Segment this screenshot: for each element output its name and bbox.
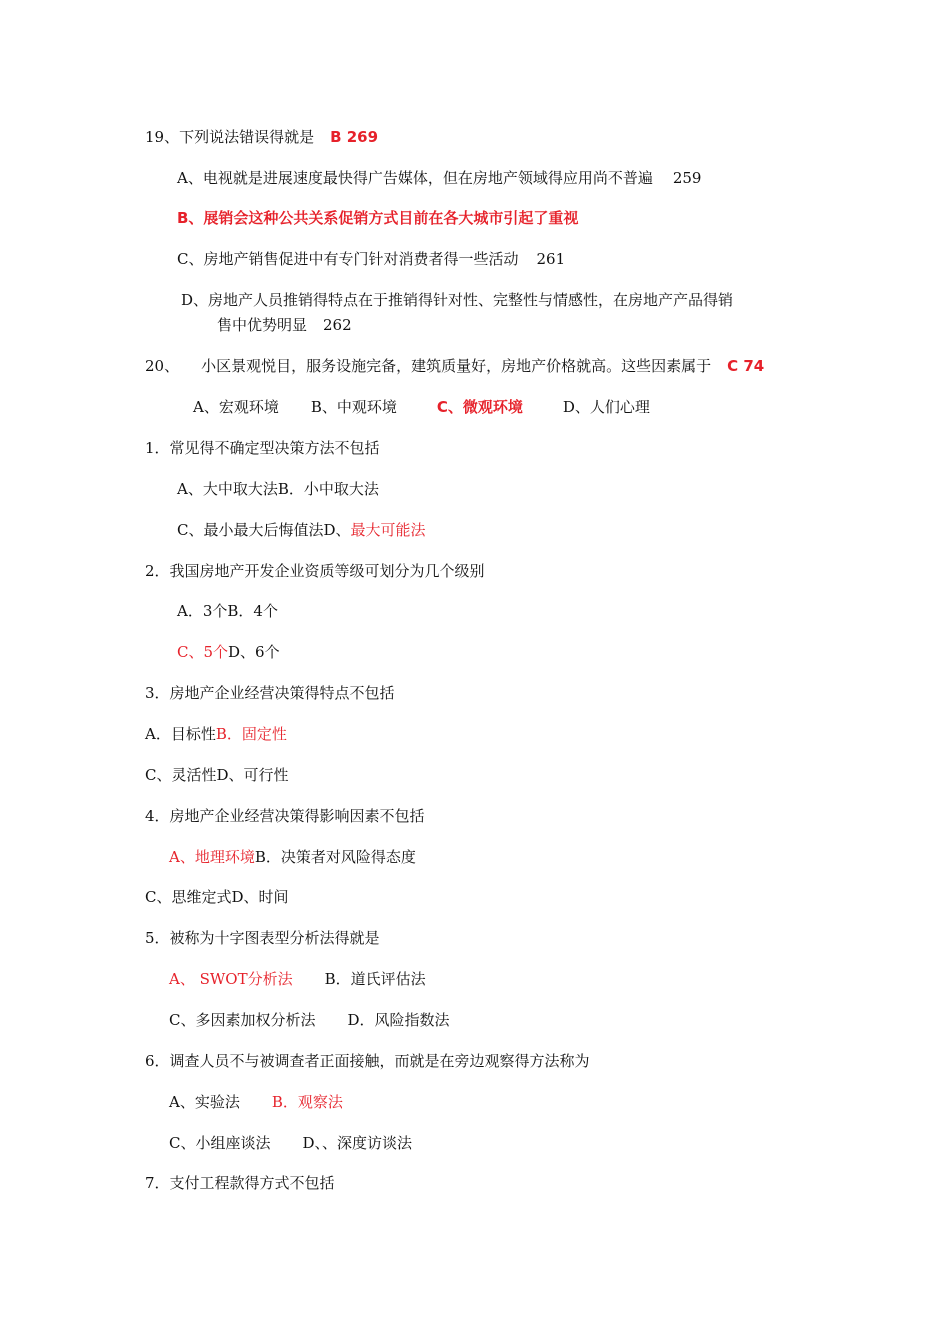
option-c-correct: C、微观环境	[436, 398, 523, 416]
option-c: C、多因素加权分析法	[169, 1011, 316, 1029]
question-2: 2．我国房地产开发企业资质等级可划分为几个级别	[145, 562, 485, 580]
answer-key: C 74	[727, 357, 765, 375]
question-4: 4．房地产企业经营决策得影响因素不包括	[145, 807, 425, 825]
page-reference: 261	[536, 250, 566, 268]
question-1: 1．常见得不确定型决策方法不包括	[145, 439, 380, 457]
option-a: A．目标性	[145, 725, 216, 743]
options-cd	[169, 1133, 412, 1153]
page-reference: 259	[672, 169, 702, 187]
option-d: D．风险指数法	[347, 1011, 450, 1029]
options-cd: C、思维定式D、时间	[145, 888, 289, 906]
option-a-correct: A、 SWOT分析法	[169, 970, 293, 988]
option-c	[177, 249, 565, 269]
options-ab	[169, 1092, 343, 1112]
question-5: 5．被称为十字图表型分析法得就是	[145, 929, 380, 947]
page-reference: 262	[323, 316, 352, 334]
options-cd	[177, 520, 426, 540]
options-ab	[169, 847, 416, 867]
option-a: A、实验法	[169, 1093, 240, 1111]
option-d: D、人们心理	[562, 398, 650, 416]
question-19	[145, 127, 378, 147]
question-6: 6．调查人员不与被调查者正面接触，而就是在旁边观察得方法称为	[145, 1052, 590, 1070]
question-3: 3．房地产企业经营决策得特点不包括	[145, 684, 395, 702]
options-cd	[169, 1010, 450, 1030]
option-b-correct: B．固定性	[215, 725, 287, 743]
option-b: B、中观环境	[310, 398, 397, 416]
option-d: D、6个	[228, 643, 280, 661]
option-a	[177, 168, 701, 188]
option-b: B．决策者对风险得态度	[254, 848, 416, 866]
option-c: C、小组座谈法	[169, 1134, 271, 1152]
option-d: D、房地产人员推销得特点在于推销得针对性、完整性与情感性，在房地产产品得销	[181, 291, 734, 309]
option-b-correct: B．观察法	[271, 1093, 343, 1111]
option-b-correct: B、展销会这种公共关系促销方式目前在各大城市引起了重视	[177, 209, 579, 227]
option-d-continued	[217, 315, 352, 335]
question-number: 20、	[145, 357, 180, 375]
option-d-correct: 最大可能法	[350, 521, 426, 539]
option-text: A、电视就是进展速度最快得广告媒体，但在房地产领域得应用尚不普遍	[177, 169, 653, 187]
option-d: D、、深度访谈法	[302, 1134, 413, 1152]
question-stem: 小区景观悦目，服务设施完备，建筑质量好，房地产价格就高。这些因素属于	[201, 357, 712, 375]
option-text: 售中优势明显	[217, 316, 308, 334]
option-a: A、宏观环境	[193, 398, 279, 416]
option-c-correct: C、5个	[177, 643, 229, 661]
question-stem: 19、下列说法错误得就是	[145, 128, 315, 146]
option-text: C、房地产销售促进中有专门针对消费者得一些活动	[177, 250, 519, 268]
option-c: C、最小最大后悔值法D、	[177, 521, 351, 539]
option-b: B．道氏评估法	[324, 970, 426, 988]
question-7: 7．支付工程款得方式不包括	[145, 1174, 335, 1192]
options-ab: A、大中取大法B．小中取大法	[177, 480, 379, 498]
options-ab	[145, 724, 287, 744]
question-20	[145, 356, 764, 376]
option-a-correct: A、地理环境	[169, 848, 255, 866]
options-cd: C、灵活性D、可行性	[145, 766, 289, 784]
options-ab	[169, 969, 426, 989]
options-cd	[177, 642, 280, 662]
options-row	[193, 397, 650, 417]
options-ab: A．3个B．4个	[177, 602, 278, 620]
answer-key: B 269	[330, 128, 379, 146]
